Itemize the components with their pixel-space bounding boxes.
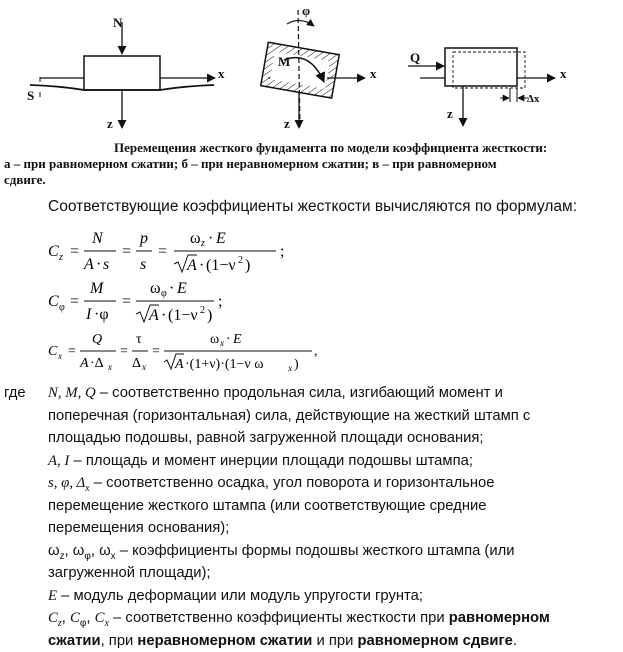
def-symbol-ai: A, I xyxy=(48,453,69,469)
svg-text:·Δ: ·Δ xyxy=(90,356,104,371)
def-line-3: площадью подошвы, равной загруженной площади основания; xyxy=(48,427,484,450)
svg-text:p: p xyxy=(139,230,148,247)
def-text-11: – соответственно коэффициенты жесткости при xyxy=(109,610,449,626)
svg-text:·: · xyxy=(161,307,166,324)
def-bold-nonuniform: неравномерном сжатии xyxy=(137,633,312,649)
def-text-12b: и при xyxy=(312,633,357,649)
def-line-8: $\omega_z$, $\omega_\varphi$, $\omega_x$ – коэффициенты формы подошвы жесткого штампа (или xyxy=(48,540,515,568)
def-text-1: – соответственно продольная сила, изгибающий момент и xyxy=(96,385,503,401)
definitions-lead-word: где xyxy=(4,382,26,405)
panel-b-angle-label: φ xyxy=(302,3,310,18)
svg-text:s: s xyxy=(103,256,109,273)
panel-b-z-label: z xyxy=(284,116,290,131)
intro-sentence: Соответствующие коэффициенты жесткости вычисляются по формулам: xyxy=(48,198,577,216)
svg-text:C: C xyxy=(48,293,59,310)
svg-text:): ) xyxy=(207,307,212,324)
caption-line-1: Перемещения жесткого фундамента по модели коэффициента жесткости: xyxy=(4,140,610,156)
svg-text:): ) xyxy=(294,357,299,372)
panel-b-nonuniform-compression xyxy=(261,3,377,131)
svg-text:E: E xyxy=(215,230,226,247)
def-line-2: поперечная (горизонтальная) сила, действующие на жесткий штамп с xyxy=(48,405,530,428)
svg-text:φ: φ xyxy=(161,288,167,299)
def-line-4 xyxy=(48,450,473,473)
panel-a-x-label: x xyxy=(218,66,225,81)
def-symbol-displacements: s, φ, Δ xyxy=(48,475,85,491)
panel-a-uniform-compression xyxy=(27,15,225,131)
svg-text:=: = xyxy=(68,344,76,359)
def-symbol-nmq: N, M, Q xyxy=(48,385,96,401)
def-text-10: – модуль деформации или модуль упругости грунта; xyxy=(57,588,423,604)
panel-b-x-label: x xyxy=(370,66,377,81)
svg-text:τ: τ xyxy=(136,332,142,347)
svg-text:N: N xyxy=(91,230,104,247)
svg-text:=: = xyxy=(70,293,79,310)
svg-text:z: z xyxy=(200,238,205,249)
svg-text:·: · xyxy=(169,280,174,297)
def-line-7: перемещения основания); xyxy=(48,517,229,540)
svg-text:=: = xyxy=(70,243,79,260)
svg-text:A: A xyxy=(148,307,159,324)
svg-text:·: · xyxy=(96,256,101,273)
svg-text:E: E xyxy=(176,280,187,297)
def-bold-uniform: равномерном xyxy=(449,610,550,626)
svg-text:I: I xyxy=(85,306,92,323)
svg-text:Δ: Δ xyxy=(132,356,141,371)
def-text-12c: . xyxy=(513,633,517,649)
svg-text:(1−ν: (1−ν xyxy=(206,257,236,274)
def-line-9: загруженной площади); xyxy=(48,562,211,585)
svg-text:x: x xyxy=(287,363,292,373)
panel-c-x-label: x xyxy=(560,66,567,81)
def-line-10 xyxy=(48,585,423,608)
panel-a-force-label: N xyxy=(113,15,123,30)
svg-text:x: x xyxy=(219,338,224,348)
formula-cphi xyxy=(48,280,222,324)
svg-text:A: A xyxy=(83,256,94,273)
caption-line-2: а – при равномерном сжатии; б – при неравномерном сжатии; в – при равномерном xyxy=(4,156,610,172)
svg-text:,: , xyxy=(314,344,318,359)
svg-text:;: ; xyxy=(218,293,222,310)
panel-c-uniform-shear xyxy=(408,48,567,126)
svg-text:M: M xyxy=(89,280,105,297)
def-symbol-omega-phi: ω xyxy=(73,543,85,559)
svg-text:(1−ν: (1−ν xyxy=(168,307,198,324)
formula-cx xyxy=(48,332,318,373)
svg-text:·(1+ν)·(1−ν ω: ·(1+ν)·(1−ν ω xyxy=(185,357,263,372)
svg-text:C: C xyxy=(48,243,59,260)
svg-text:Q: Q xyxy=(92,332,102,347)
def-text-4: – площадь и момент инерции площади подошвы штампа; xyxy=(69,453,473,469)
panel-c-shift-label: Δx xyxy=(527,93,540,105)
def-text-8: – коэффициенты формы подошвы жесткого штампа (или xyxy=(116,543,515,559)
svg-text:·φ: ·φ xyxy=(94,306,109,323)
def-bold-compression: сжатии xyxy=(48,633,101,649)
svg-text:2: 2 xyxy=(200,305,205,316)
svg-text:=: = xyxy=(152,344,160,359)
svg-text:φ: φ xyxy=(59,302,65,313)
svg-text:x: x xyxy=(141,362,146,372)
svg-text:s: s xyxy=(140,256,146,273)
svg-text:A: A xyxy=(186,257,197,274)
svg-text:z: z xyxy=(58,252,63,263)
svg-text:=: = xyxy=(122,293,131,310)
svg-text:=: = xyxy=(122,243,131,260)
svg-text:·: · xyxy=(208,230,213,247)
def-symbol-omega-x: ω xyxy=(99,543,111,559)
panel-c-z-label: z xyxy=(447,106,453,121)
svg-text:2: 2 xyxy=(238,255,243,266)
def-symbol-e: E xyxy=(48,588,57,604)
panel-b-moment-label: M xyxy=(278,54,290,69)
svg-text:=: = xyxy=(120,344,128,359)
svg-text:ω: ω xyxy=(190,230,201,247)
svg-text:·: · xyxy=(199,257,204,274)
def-line-11: $C_z$, $C_\varphi$, $C_x$ – соответственно коэффициенты жесткости при равномерном xyxy=(48,607,550,635)
svg-text:ω: ω xyxy=(210,332,219,347)
svg-text:C: C xyxy=(48,344,58,359)
def-symbol-sub-x: x xyxy=(85,483,89,494)
def-bold-shear: равномерном сдвиге xyxy=(357,633,512,649)
svg-text:x: x xyxy=(107,362,112,372)
panel-a-z-label: z xyxy=(107,116,113,131)
def-line-6: перемещение жесткого штампа (или соответствующие средние xyxy=(48,495,486,518)
foundation-displacement-figure xyxy=(0,0,623,135)
svg-text:x: x xyxy=(57,351,62,361)
def-text-5: – соответственно осадка, угол поворота и горизонтальное xyxy=(90,475,495,491)
svg-text:): ) xyxy=(245,257,250,274)
stiffness-formulas xyxy=(40,220,360,380)
svg-text:A: A xyxy=(79,356,89,371)
def-text-12a: , при xyxy=(101,633,138,649)
figure-caption xyxy=(4,140,610,188)
svg-text:E: E xyxy=(232,332,242,347)
caption-line-3: сдвиге. xyxy=(4,172,610,188)
def-symbol-omega-z: ω xyxy=(48,543,60,559)
formula-cz xyxy=(48,230,284,274)
svg-text:;: ; xyxy=(280,243,284,260)
panel-c-force-label: Q xyxy=(410,50,420,65)
svg-text:·: · xyxy=(226,332,231,347)
svg-text:=: = xyxy=(158,243,167,260)
panel-a-s-label: S xyxy=(27,88,34,103)
svg-text:A: A xyxy=(174,357,184,372)
svg-text:ω: ω xyxy=(150,280,161,297)
def-line-1 xyxy=(48,382,503,405)
